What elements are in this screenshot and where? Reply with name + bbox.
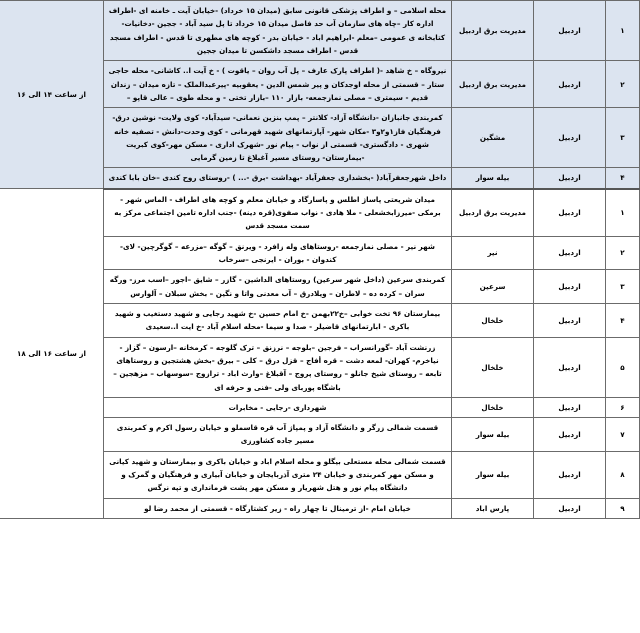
cell-city: اردبیل [534,418,606,452]
cell-manager: پارس اباد [452,498,534,518]
cell-row-number: ۲ [606,61,640,108]
cell-outage-area: زرنشت آباد –گورانسراب – فرجین –بلوجه – نرزنق – ترک گلوجه – کرمخانه –ارسون – گزاز - نیاخرم- کهران- لمعه دشت – قره أفاج – قزل درق – کلی – بیرق -بخش هشتجین و روستاهای تابعه – روستای شیخ جانلو – روستای پروج – آقبلاغ –وارث اباد - ترازوج –سوسهاب – مزهجین – باشگاه پوربای ولی -فنی و حرفه ای [104,337,452,397]
cell-manager: بیله سوار [452,168,534,189]
cell-city: اردبیل [534,498,606,518]
cell-row-number: ۴ [606,303,640,337]
cell-city: اردبیل [534,168,606,189]
cell-outage-area: کمربندی جانبازان -دانشگاه آزاد- کلانتر – پمپ بنزین نعمانی- سیدآباد- کوی ولایت- نوشین درق- فرهنگیان فاز۱و۲و۳ -مکان شهر- آپارتمانهای شهید قهرمانی - کوی وحدت-دانش - تصفیه خانه شهری - دادگستری- قسمتی از نواب - پیام نور -شهرک اداری - مسکن مهر-کوی کبریت -بیمارستان- روستای مسیر آغبلاغ تا زمین گرمایی [104,108,452,168]
cell-outage-area: کمربندی سرعین (داخل شهر سرعین) روستاهای الداشین - گازر – شایق –اجور –اسب مرز- ورگه سران – کرده ده – لاطران – ویلادرق – آب معدنی واتا و نگین – بخش سبلان – آلوارس [104,270,452,304]
cell-manager: بیله سوار [452,418,534,452]
cell-row-number: ۳ [606,270,640,304]
cell-manager: مشگین [452,108,534,168]
cell-city: اردبیل [534,397,606,417]
cell-outage-area: شهر نیر - مصلی نمازجمعه -روستاهای وله زافرد - ویرنق – گوگه –مزرعه – گوگرچین- لای- کندوان - بوران - ایرنجی –سرخاب [104,236,452,270]
cell-city: اردبیل [534,337,606,397]
cell-manager: سرعین [452,270,534,304]
cell-manager: بیله سوار [452,451,534,498]
cell-city: اردبیل [534,270,606,304]
table-row [0,1,640,61]
cell-manager: خلخال [452,337,534,397]
cell-outage-area: شهرداری -رجایی - مخابرات [104,397,452,417]
cell-city: اردبیل [534,1,606,61]
cell-manager: خلخال [452,397,534,417]
cell-outage-area: قسمت شمالی محله مستعلی بیگلو و محله اسلام اباد و خیابان باکری و بیمارستان و شهید کیانی و مسکن مهر کمربندی و خیابان ۲۴ متری آذربایجان و خیابان آبیاری و فرهنگیان و گمرک و دانشگاه پیام نور و هتل شهریار و مسکن مهر پشت فرمانداری و تپه نرگس [104,451,452,498]
cell-outage-area: میدان شریعتی پاساژ اطلس و پاسارگاد و خیابان معلم و کوچه های اطراف - الماس شهر - برمکی -میرزابخشعلی - ملا هادی - نواب صفوی(قره دینه) -جنب اداره تامین اجتماعی مرکز به سمت مسجد قدس [104,189,452,236]
cell-row-number: ۵ [606,337,640,397]
cell-city: اردبیل [534,303,606,337]
cell-row-number: ۷ [606,418,640,452]
cell-outage-area: خیابان امام -از ترمینال تا چهار راه - زیر کشتارگاه - قسمتی از محمد رضا لو [104,498,452,518]
cell-row-number: ۶ [606,397,640,417]
cell-manager: نیر [452,236,534,270]
cell-row-number: ۹ [606,498,640,518]
cell-city: اردبیل [534,189,606,236]
cell-manager: مدیریت برق اردبیل [452,1,534,61]
cell-time-range: از ساعت ۱۴ الی ۱۶ [0,1,104,189]
cell-row-number: ۴ [606,168,640,189]
cell-city: اردبیل [534,236,606,270]
table-row [0,189,640,236]
cell-row-number: ۸ [606,451,640,498]
cell-outage-area: داخل شهرجعفرآباد( -بخشداری جعفرآباد -بهداشت -برق -... ) -روستای روح کندی –خان بابا کندی [104,168,452,189]
cell-row-number: ۲ [606,236,640,270]
cell-manager: مدیریت برق اردبیل [452,189,534,236]
cell-outage-area: بیمارستان ۹۶ تخت خوابی –خ۲۲بهمن -خ امام حسین -خ شهید رجایی و شهید دستغیب و شهید باکری - ابارتمانهای قاضیلر - صدا و سیما -محله اسلام آباد -خ ایت ا..سعیدی [104,303,452,337]
table-body [0,1,640,519]
cell-outage-area: قسمت شمالی زرگر و دانشگاه آزاد و پمپاژ آب قره قاسملو و خیابان رسول اکرم و کمربندی مسیر جاده کشاورزی [104,418,452,452]
cell-outage-area: محله اسلامی – و اطراف پزشکی قانونی سابق (میدان ۱۵ خرداد) -خیابان آیت ـ خامنه ای -اطراف اداره کار –چاه های سازمان آب حد فاصل میدان ۱۵ خرداد تا پل سید آباد - ججین -دخانیات- کتابخانه ی عمومی –معلم -ابراهیم اباد - خیابان بدر - کوچه های مطهری تا قدس - اطراف مسجد قدس - اطراف مسجد داشکسن تا میدان ججین [104,1,452,61]
cell-city: اردبیل [534,451,606,498]
cell-outage-area: نیروگاه – خ شاهد -( اطراف پارک عارف – پل آب روان – یاقوت ) - خ آیت ا.. کاشانی- محله حاجی ستار – قسمتی از محله اوجدکان و پیر شمس الدین - یعقوبیه -پیرعبدالملک – تازه میدان – زندان قدیم - سیمتری – مصلی نمازجمعه- بازار ۱۱۰ –بازار تختی - و محله طوی – عالی قاپو – [104,61,452,108]
cell-manager: خلخال [452,303,534,337]
cell-row-number: ۱ [606,189,640,236]
cell-city: اردبیل [534,61,606,108]
cell-manager: مدیریت برق اردبیل [452,61,534,108]
cell-city: اردبیل [534,108,606,168]
cell-time-range: از ساعت ۱۶ الی ۱۸ [0,189,104,519]
cell-row-number: ۳ [606,108,640,168]
cell-row-number: ۱ [606,1,640,61]
